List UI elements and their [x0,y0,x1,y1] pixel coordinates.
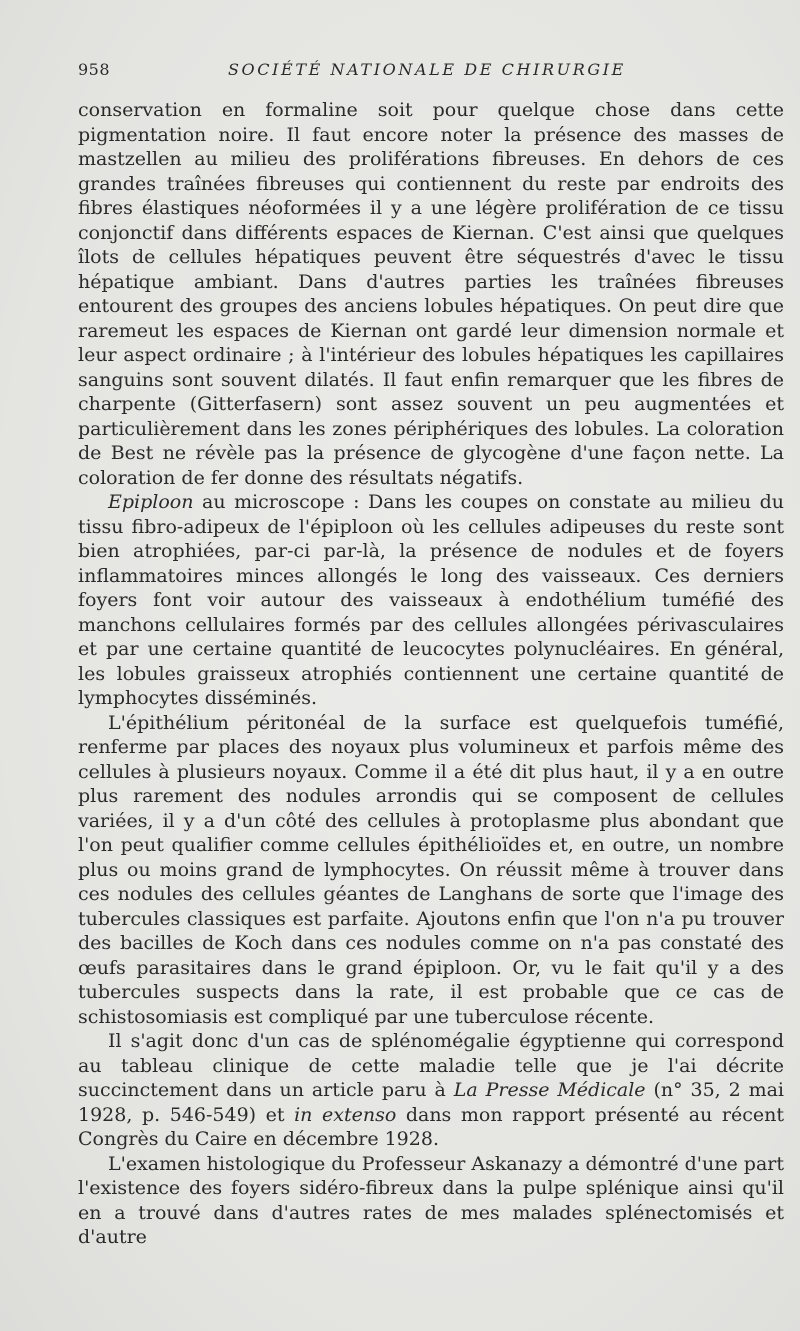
page-number: 958 [78,60,111,79]
paragraph-text: L'épithélium péritonéal de la surface est quelquefois tuméfié, renferme par places des noyaux plus volumineux et parfois même des cellules à plusieurs noyaux. Comme il a été dit plus haut, il y a en outre plus rarement des nodules arrondis qui se composent de cellules variées, il y a d'un côté des cellules à protoplasme plus abondant que l'on peut qualifier comme cellules épithélioïdes et, en outre, un nombre plus ou moins grand de lymphocytes. On réussit même à trouver dans ces nodules des cellules géantes de Langhans de sorte que l'image des tubercules classiques est parfaite. Ajoutons enfin que l'on n'a pu trouver des bacilles de Koch dans ces nodules comme on n'a pas constaté des œufs parasitaires dans le grand épiploon. Or, vu le fait qu'il y a des tubercules suspects dans la rate, il est probable que ce cas de schistosomiasis est compliqué par une tuberculose récente. [78,711,784,1028]
paragraph-epiploon [78,490,784,711]
paragraph-text: dans mon rapport présenté au récent Congrès du Caire en décembre 1928. [78,1103,784,1150]
body-text [78,98,784,1250]
paragraph-conclusion [78,1029,784,1152]
paragraph-text: Il s'agit donc d'un cas de splénomégalie égyptienne qui correspond au tableau clinique de cette maladie telle que je l'ai décrite succinctement dans un article paru à [78,1030,784,1101]
paragraph-liver-histology [78,98,784,490]
latin-phrase: in extenso [294,1103,397,1126]
paragraph-lead-italic: Epiploon [108,491,194,513]
paragraph-text: au microscope : Dans les coupes on constate au milieu du tissu fibro-adipeux de l'épiploon où les cellules adipeuses du reste sont bien atrophiées, par-ci par-là, la présence de nodules et de foyers inflammatoires minces allongés le long des vaisseaux. Ces derniers foyers font voir autour des vaisseaux à endothélium tuméfié des manchons cellulaires formés par des cellules allongées périvasculaires et par une certaine quantité de leucocytes polynucléaires. En général, les lobules graisseux atrophiés contiennent une certaine quantité de lymphocytes disséminés. [78,491,784,709]
running-head: SOCIÉTÉ NATIONALE DE CHIRURGIE [228,60,626,79]
paragraph-epithelium [78,711,784,1030]
paragraph-askanazy [78,1152,784,1250]
paragraph-text: (n° 35, 2 mai 1928, p. 546-549) et [78,1079,784,1126]
page-header [78,60,784,82]
paragraph-text: L'examen histologique du Professeur Askanazy a démontré d'une part l'existence des foyers sidéro-fibreux dans la pulpe splénique ainsi qu'il en a trouvé dans d'autres rates de mes malades splénectomisés et d'autre [78,1152,784,1248]
journal-title: La Presse Médicale [453,1079,646,1101]
paragraph-text: conservation en formaline soit pour quelque chose dans cette pigmentation noire. Il faut encore noter la présence des masses de mastzellen au milieu des proliférations fibreuses. En dehors de ces grandes traînées fibreuses qui contiennent du reste par endroits des fibres élastiques néoformées il y a une légère prolifération de ce tissu conjonctif dans différents espaces de Kiernan. C'est ainsi que quelques îlots de cellules hépatiques peuvent être séquestrés d'avec le tissu hépatique ambiant. Dans d'autres parties les traînées fibreuses entourent des groupes des anciens lobules hépatiques. On peut dire que raremeut les espaces de Kiernan ont gardé leur dimension normale et leur aspect ordinaire ; à l'intérieur des lobules hépatiques les capillaires sanguins sont souvent dilatés. Il faut enfin remarquer que les fibres de charpente (Gitterfasern) sont assez souvent un peu augmentées et particulièrement dans les zones périphériques des lobules. La coloration de Best ne révèle pas la présence de glycogène d'une façon nette. La coloration de fer donne des résultats négatifs. [78,99,784,489]
